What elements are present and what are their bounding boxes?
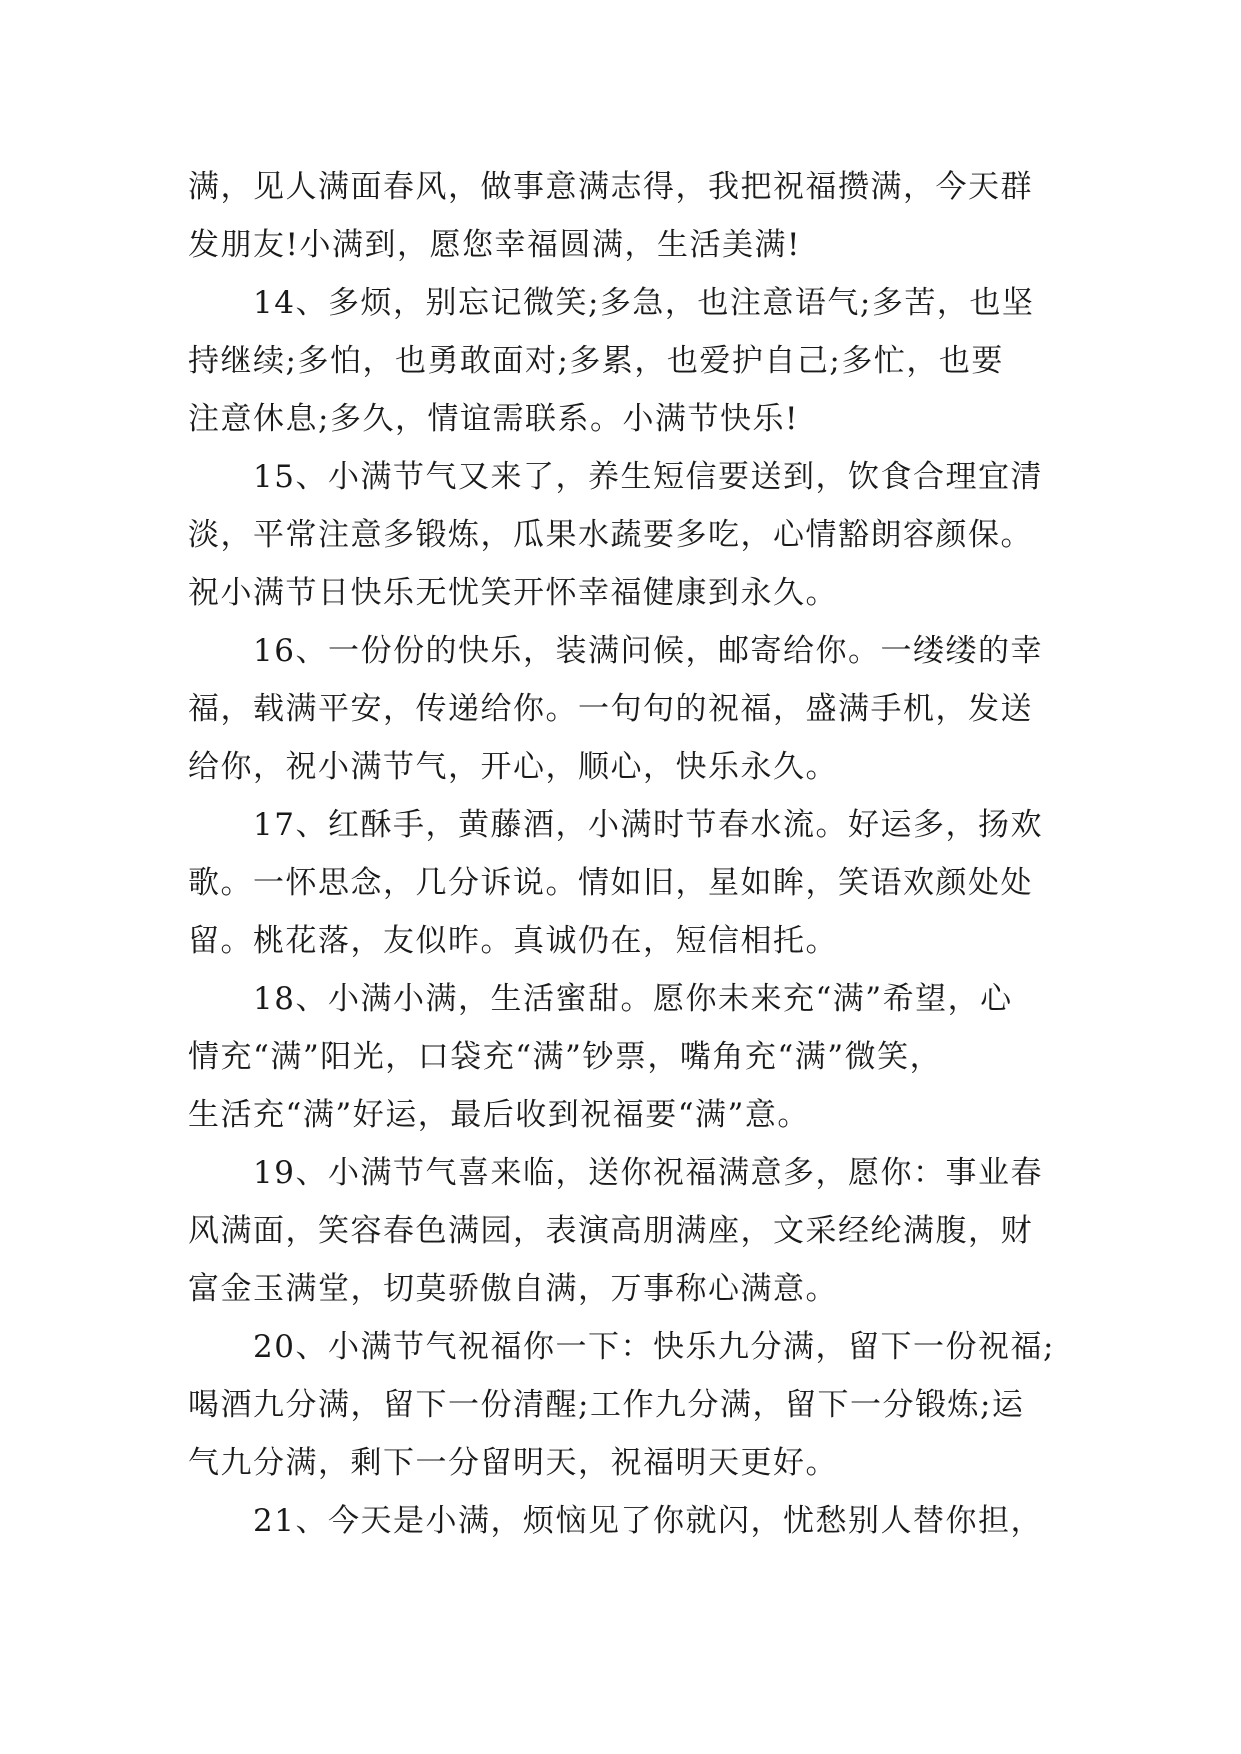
paragraph-17-line: 17、红酥手，黄藤酒，小满时节春水流。好运多，扬欢 (253, 807, 1043, 843)
paragraph-19-line: 19、小满节气喜来临，送你祝福满意多，愿你：事业春 (253, 1155, 1043, 1191)
paragraph-20-line: 20、小满节气祝福你一下：快乐九分满，留下一份祝福; (253, 1329, 1055, 1365)
text-line: 满，见人满面春风，做事意满志得，我把祝福攒满，今天群 (188, 169, 1033, 205)
text-line: 给你，祝小满节气，开心，顺心，快乐永久。 (188, 749, 838, 785)
text-line: 富金玉满堂，切莫骄傲自满，万事称心满意。 (188, 1271, 838, 1307)
text-line: 风满面，笑容春色满园，表演高朋满座，文采经纶满腹，财 (188, 1213, 1033, 1249)
text-line: 留。桃花落，友似昨。真诚仍在，短信相托。 (188, 923, 838, 959)
text-line: 淡，平常注意多锻炼，瓜果水蔬要多吃，心情豁朗容颜保。 (188, 517, 1033, 553)
text-line: 喝酒九分满，留下一份清醒;工作九分满，留下一分锻炼;运 (188, 1387, 1025, 1423)
text-line: 歌。一怀思念，几分诉说。情如旧，星如眸，笑语欢颜处处 (188, 865, 1033, 901)
paragraph-16-line: 16、一份份的快乐，装满问候，邮寄给你。一缕缕的幸 (253, 633, 1043, 669)
text-line: 生活充“满”好运，最后收到祝福要“满”意。 (188, 1097, 810, 1133)
paragraph-15-line: 15、小满节气又来了，养生短信要送到，饮食合理宜清 (253, 459, 1043, 495)
text-line: 福，载满平安，传递给你。一句句的祝福，盛满手机，发送 (188, 691, 1033, 727)
text-line: 持继续;多怕，也勇敢面对;多累，也爱护自己;多忙，也要 (188, 343, 1004, 379)
text-line: 祝小满节日快乐无忧笑开怀幸福健康到永久。 (188, 575, 838, 611)
text-line: 发朋友!小满到，愿您幸福圆满，生活美满! (188, 227, 801, 263)
paragraph-18-line: 18、小满小满，生活蜜甜。愿你未来充“满”希望，心 (253, 981, 1013, 1017)
text-line: 气九分满，剩下一分留明天，祝福明天更好。 (188, 1445, 838, 1481)
text-line: 注意休息;多久，情谊需联系。小满节快乐! (188, 401, 799, 437)
text-line: 情充“满”阳光，口袋充“满”钞票，嘴角充“满”微笑， (188, 1039, 943, 1075)
paragraph-21-line: 21、今天是小满，烦恼见了你就闪，忧愁别人替你担， (253, 1503, 1043, 1539)
paragraph-14-line: 14、多烦，别忘记微笑;多急，也注意语气;多苦，也坚 (253, 285, 1035, 321)
